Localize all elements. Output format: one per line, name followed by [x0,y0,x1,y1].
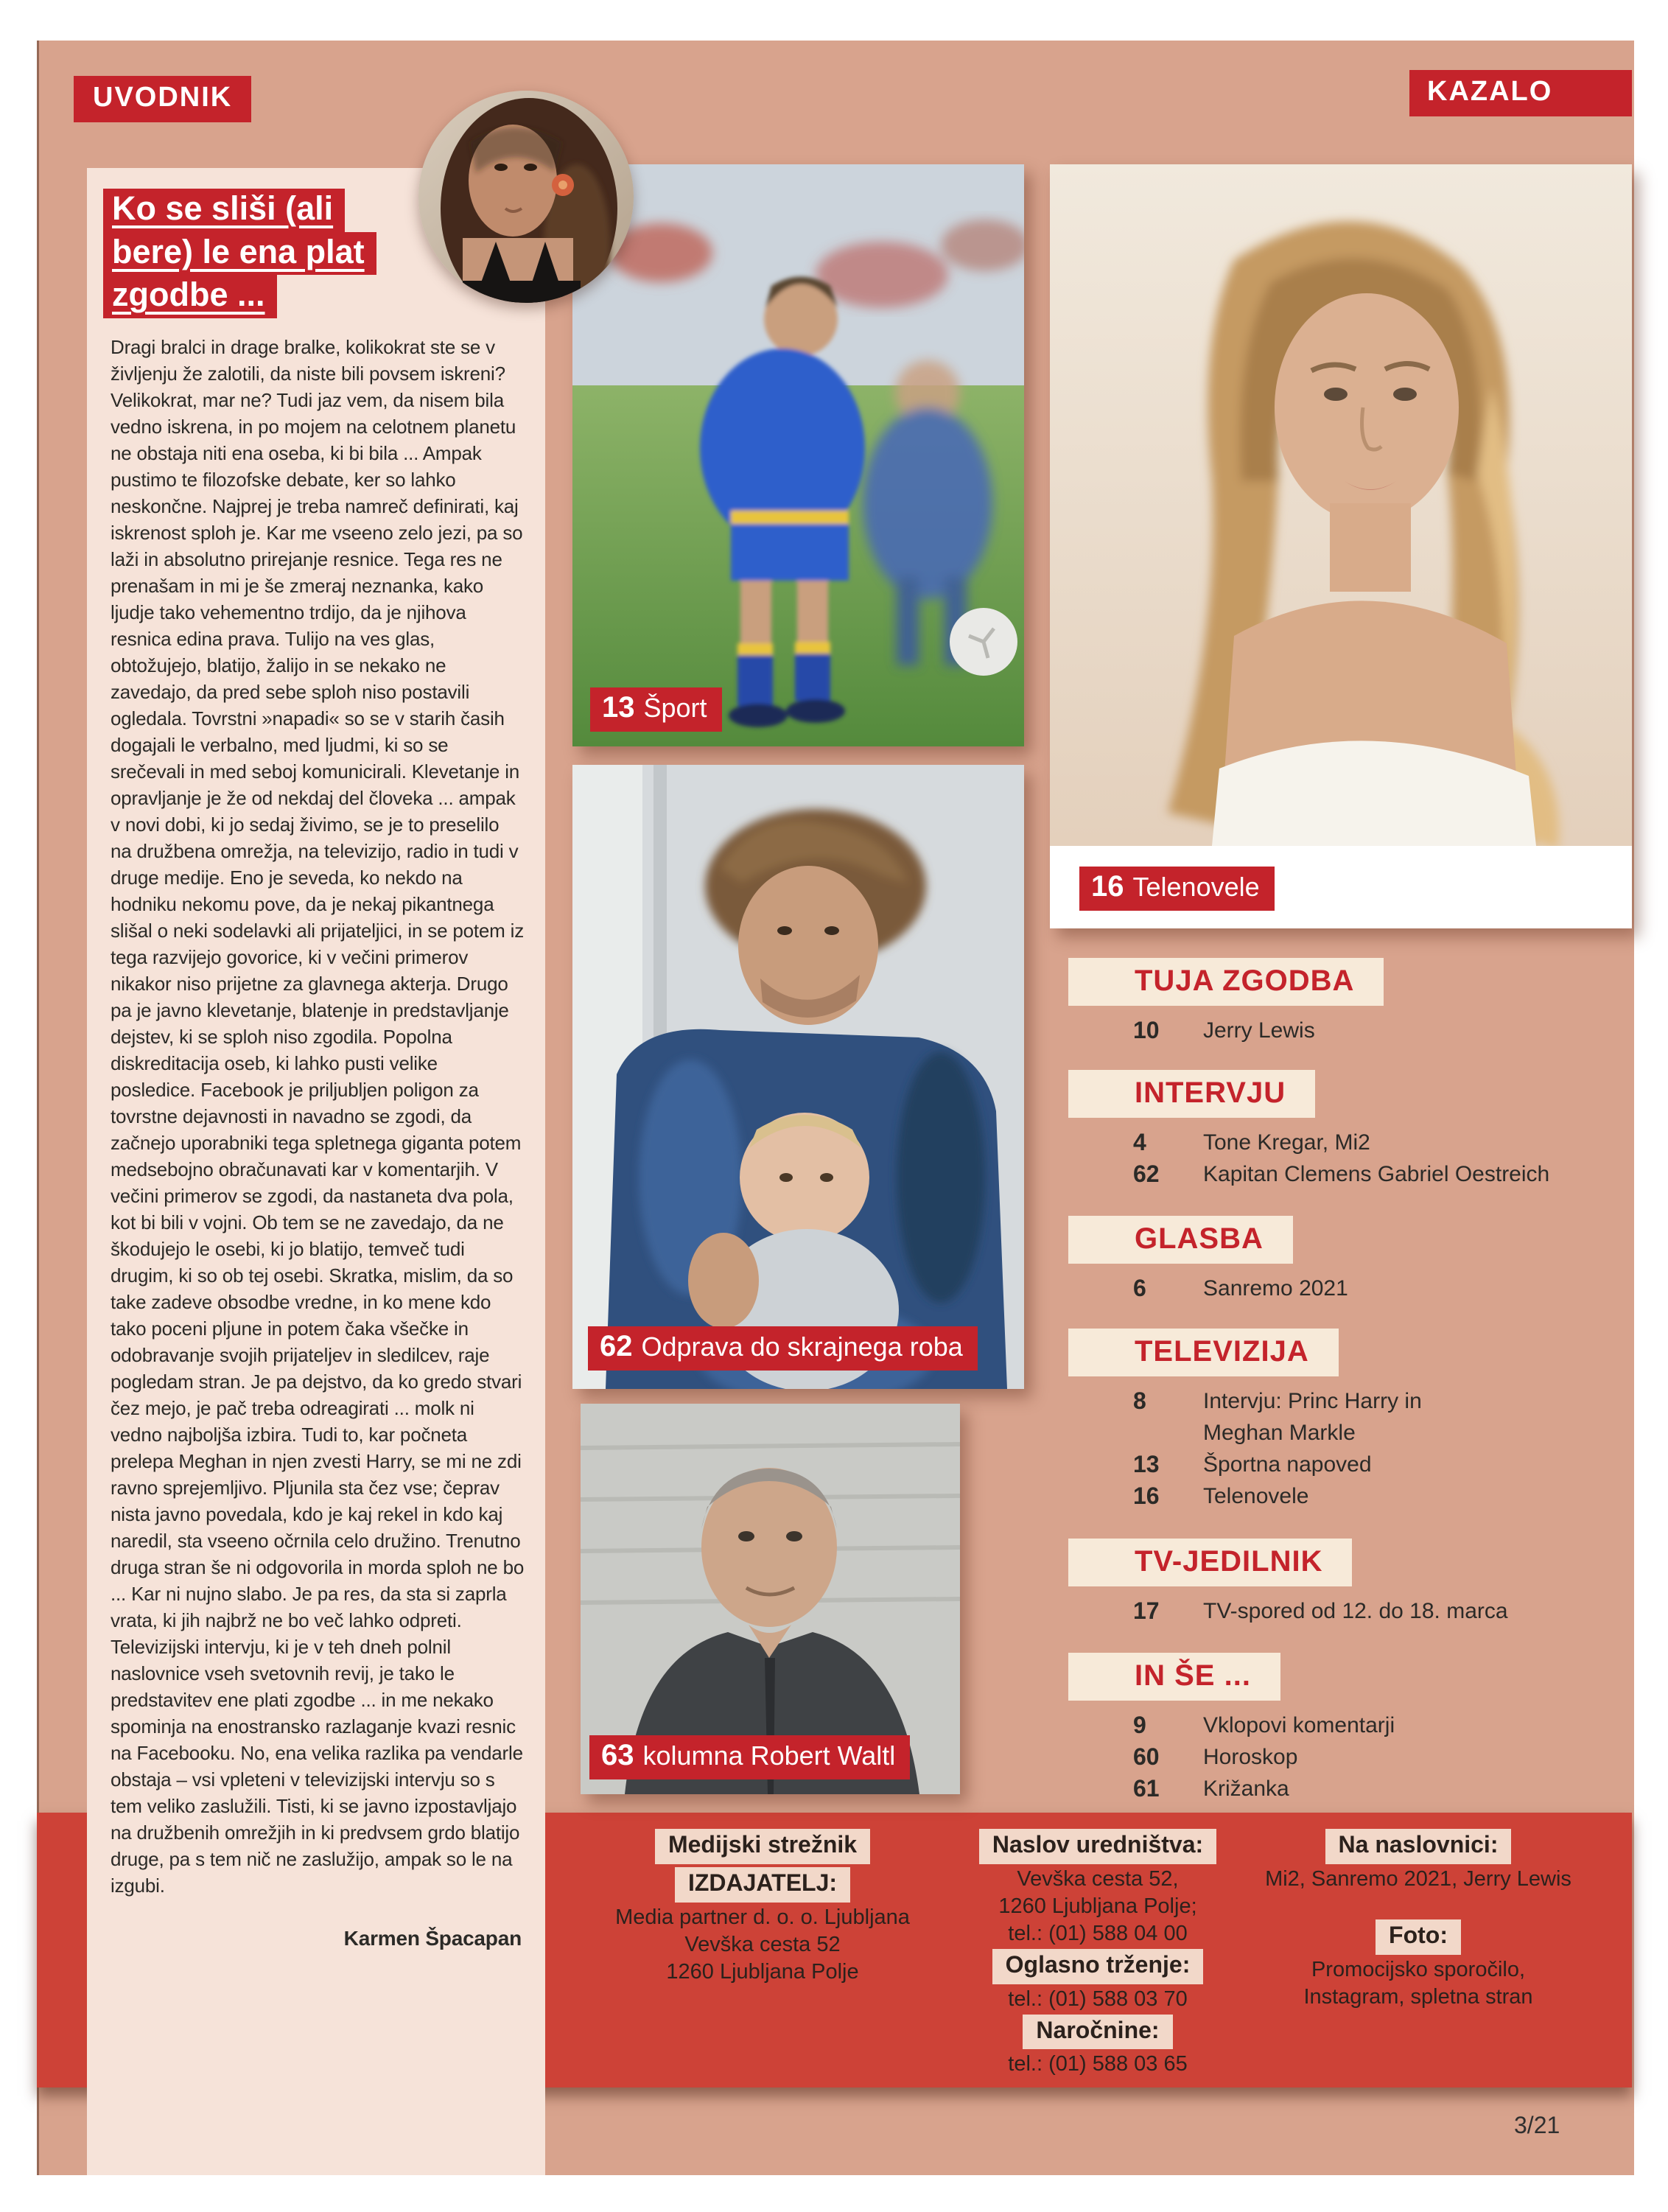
toc-entry-page: 9 [1133,1712,1146,1738]
toc-entry [1068,1015,1384,1046]
imprint-heading: IZDAJATELJ: [675,1867,850,1903]
telenovele-caption-badge [1079,867,1275,911]
toc-entry-label: Tone Kregar, Mi2 [1203,1130,1370,1155]
toc-entry [1068,1158,1549,1190]
toc-section-title: TV-JEDILNIK [1068,1539,1352,1586]
toc-entry-page: 61 [1133,1775,1160,1802]
toc-entry-page: 13 [1133,1451,1160,1477]
imprint-cover-column [1234,1827,1602,2011]
toc-section-title: GLASBA [1068,1216,1293,1264]
toc-entry-label: Telenovele [1203,1484,1309,1508]
toc-section-glasba [1068,1216,1348,1304]
toc-entry [1068,1741,1395,1773]
editorial-body [111,334,525,1952]
odprava-page-number: 62 [600,1330,633,1362]
telenovele-photo [1050,164,1632,928]
toc-entry-label: Jerry Lewis [1203,1018,1315,1043]
editorial-title-line: zgodbe ... [103,275,277,318]
toc-entry-label: TV-spored od 12. do 18. marca [1203,1599,1508,1623]
uvodnik-section-label: UVODNIK [74,76,251,122]
kolumna-page-number: 63 [601,1739,634,1771]
kazalo-section-label: KAZALO [1409,70,1632,116]
toc-entry-page: 6 [1133,1275,1146,1301]
editorial-panel [87,168,545,2175]
editorial-title-line: bere) le ena plat [103,232,376,276]
toc-entry-label: Križanka [1203,1777,1289,1801]
odprava-photo [572,765,1024,1389]
imprint-line: tel.: (01) 588 04 00 [1008,1921,1188,1945]
toc-entry-page: 17 [1133,1597,1160,1624]
imprint-line: tel.: (01) 588 03 65 [1008,2052,1188,2076]
imprint-line: Promocijsko sporočilo, [1311,1957,1526,1981]
toc-entry [1068,1273,1348,1304]
sport-page-number: 13 [602,691,635,724]
toc-entry-label: Intervju: Princ Harry in Meghan Markle [1203,1389,1422,1445]
kolumna-photo [581,1404,960,1794]
imprint-heading: Medijski strežnik [655,1829,870,1864]
imprint-line: tel.: (01) 588 03 70 [1008,1987,1188,2011]
kolumna-caption-badge [589,1735,910,1779]
toc-section-in-se [1068,1653,1395,1805]
odprava-caption-badge [588,1326,978,1371]
blonde-woman-illustration [1050,164,1632,928]
toc-entry-label: Vklopovi komentarji [1203,1713,1395,1737]
imprint-address-column [928,1827,1267,2078]
toc-section-title: TELEVIZIJA [1068,1329,1339,1376]
page-number: 3/21 [1514,2112,1560,2138]
editorial-title-line: Ko se sliši (ali [103,189,345,232]
toc-entry [1068,1385,1446,1449]
toc-entry [1068,1773,1395,1805]
toc-section-title: TUJA ZGODBA [1068,958,1384,1006]
toc-entry-page: 10 [1133,1017,1160,1043]
imprint-publisher-column [593,1827,932,1986]
toc-entry-page: 62 [1133,1161,1160,1187]
toc-entry-page: 60 [1133,1743,1160,1770]
imprint-line: Vevška cesta 52, [1017,1866,1179,1891]
toc-section-tuja-zgodba [1068,958,1384,1046]
toc-entry-label: Sanremo 2021 [1203,1276,1348,1301]
imprint-line: Mi2, Sanremo 2021, Jerry Lewis [1265,1866,1571,1891]
toc-entry [1068,1480,1446,1512]
imprint-heading: Na naslovnici: [1325,1829,1512,1864]
author-portrait-illustration [418,91,634,303]
sport-photo [572,164,1024,746]
author-avatar [418,91,634,303]
odprava-caption-label: Odprava do skrajnega roba [641,1331,963,1362]
football-illustration [572,164,1024,746]
toc-entry [1068,1127,1549,1158]
toc-entry [1068,1595,1508,1627]
toc-entry-label: Športna napoved [1203,1452,1372,1477]
imprint-line: 1260 Ljubljana Polje [666,1959,859,1984]
imprint-line: Instagram, spletna stran [1303,1984,1533,2009]
imprint-line: Vevška cesta 52 [684,1932,841,1956]
toc-entry-label: Horoskop [1203,1745,1298,1769]
toc-entry-label: Kapitan Clemens Gabriel Oestreich [1203,1162,1550,1186]
imprint-heading: Oglasno trženje: [992,1949,1204,1984]
kolumna-caption-label: kolumna Robert Waltl [642,1740,896,1771]
editorial-signature: Karmen Špacapan [343,1927,522,1950]
toc-section-intervju [1068,1070,1549,1190]
sport-caption-badge [590,687,722,732]
imprint-heading: Naročnine: [1023,2015,1172,2050]
toc-entry-page: 4 [1133,1129,1146,1155]
toc-entry [1068,1709,1395,1741]
toc-section-title: IN ŠE ... [1068,1653,1280,1701]
man-with-baby-illustration [572,765,1024,1389]
imprint-heading: Naslov uredništva: [979,1829,1216,1864]
telenovele-page-number: 16 [1091,870,1124,903]
editorial-title [103,189,376,318]
imprint-heading: Foto: [1376,1919,1461,1955]
toc-section-title: INTERVJU [1068,1070,1315,1118]
imprint-line: 1260 Ljubljana Polje; [998,1894,1197,1918]
toc-entry-page: 8 [1133,1387,1146,1414]
toc-section-tv-jedilnik [1068,1539,1508,1627]
toc-entry [1068,1449,1446,1480]
toc-section-televizija [1068,1329,1446,1512]
toc-entry-page: 16 [1133,1483,1160,1509]
editorial-text: Dragi bralci in drage bralke, kolikokrat ste se v življenju že zalotili, da niste bili povsem iskreni? Velikokrat, mar ne? Tudi jaz vem, da nisem bila vedno iskrena, in po mojem na celotnem planetu ne obstaja niti ena oseba, ki bi bila ... Ampak pustimo te filozofske debate, ker so lahko neskončne. Najprej je treba namreč definirati, kaj iskrenost sploh je. Kar me vseeno zelo jezi, pa so laži in absolutno prirejanje resnice. Tega res ne prenašam in mi je še zmeraj neznanka, kako ljudje tako vehementno trdijo, da je njihova resnica edina prava. Tulijo na ves glas, obtožujejo, blatijo, žalijo in se nekako ne zavedajo, da pred sebe sploh niso postavili ogledala. Tovrstni »napadi« so se v starih časih dogajali le verbalno, med ljudmi, ki so se srečevali in med seboj komunicirali. Klevetanje in opravljanje je že od nekdaj del človeka ... ampak v novi dobi, ki jo sedaj živimo, se je to preselilo na družbena omrežja, na televizijo, radio in tudi v druge medije. Eno je seveda, ko nekdo na hodniku nekomu pove, da je nekaj pikantnega slišal o neki sodelavki ali prijateljici, in se potem iz tega razvijejo govorice, ki v večini primerov nikakor niso prijetne za glavnega akterja. Drugo pa je javno klevetanje, blatenje in predstavljanje dejstev, ki se sploh niso zgodila. Popolna diskreditacija oseb, ki lahko pusti velike posledice. Facebook je priljubljen poligon za tovrstne dejavnosti in navadno se zgodi, da začnejo uporabniki tega spletnega giganta potem medsebojno obračunavati kar v komentarjih. V večini primerov se zgodi, da nastaneta dva pola, kot bi bili v vojni. Ob tem se ne zavedajo, da ne škodujejo le osebi, ki jo blatijo, temveč tudi drugim, ki so ob tej osebi. Skratka, mislim, da so take zadeve obsodbe vredne, in ko mene kdo tako poceni pljune in potem čaka všečke in odobravanje svojih prijateljev in sledilcev, raje pogledam stran. Je pa dejstvo, da ko gredo stvari čez mejo, je pač treba odreagirati ... molk ni vedno najboljša izbira. Tudi to, kar počneta prelepa Meghan in njen zvesti Harry, se mi ne zdi ravno sprejemljivo. Pljunila sta čez vse; čeprav nista javno povedala, kdo je kaj rekel in kdo kaj naredil, sta vseeno očrnila celo družino. Trenutno druga stran še ni odgovorila in morda sploh ne bo ... Kar ni nujno slabo. Je pa res, da sta si zaprla vrata, ki jih najbrž ne bo več lahko odpreti. Televizijski intervju, ki je v teh dneh polnil naslovnice vseh svetovnih revij, je tako le predstavitev ene plati zgodbe ... in me nekako spominja na enostransko razlaganje kvazi resnic na Facebooku. No, ena velika razlika pa vendarle obstaja – vsi vpleteni v televizijski intervju so s tem veliko zaslužili. Tisti, ki se javno izpostavljajo na družbenih omrežjih in ki predvsem grdo blatijo druge, pa s tem nič ne zaslužijo, ampak so le na izgubi. [111,336,525,1897]
sport-caption-label: Šport [643,693,707,723]
imprint-line: Media partner d. o. o. Ljubljana [615,1905,910,1929]
telenovele-caption-label: Telenovele [1132,872,1260,902]
